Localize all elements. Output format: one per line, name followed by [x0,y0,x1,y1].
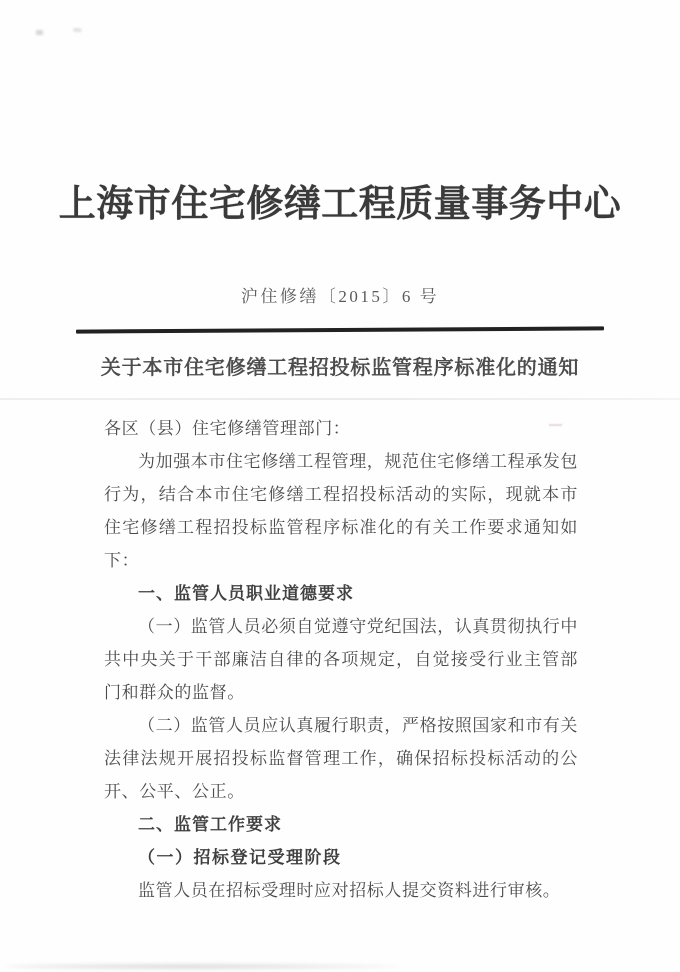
subsection-heading-2-1: （一）招标登记受理阶段 [138,848,342,867]
scan-fold-line [0,398,680,400]
section-heading-1: 一、监管人员职业道德要求 [138,584,354,603]
organization-title: 上海市住宅修缮工程质量事务中心 [58,184,622,225]
paragraph-1-2: （二）监管人员应认真履行职责，严格按照国家和市有关法律法规开展招投标监督管理工作，确保招标投标活动的公开、公平、公正。 [104,716,578,801]
notice-subject-title: 关于本市住宅修缮工程招投标监管程序标准化的通知 [100,357,580,379]
salutation: 各区（县）住宅修缮管理部门： [104,419,351,438]
scan-shadow-bottom-edge [6,963,401,970]
paragraph-intro: 为加强本市住宅修缮工程管理，规范住宅修缮工程承发包行为，结合本市住宅修缮工程招投标活动的实际，现就本市住宅修缮工程招投标监管程序标准化的有关工作要求通知如下： [104,452,578,570]
paragraph-1-1: （一）监管人员必须自觉遵守党纪国法，认真贯彻执行中共中央关于干部廉洁自律的各项规定，自觉接受行业主管部门和群众的监督。 [104,617,578,702]
paragraph-2-1: 监管人员在招标受理时应对招标人提交资料进行审核。 [138,881,561,900]
section-heading-2: 二、监管工作要求 [138,815,282,834]
notice-body [104,412,578,907]
letterhead-separator-rule [76,326,604,333]
document-number: 沪住修缮〔2015〕6 号 [240,287,440,306]
